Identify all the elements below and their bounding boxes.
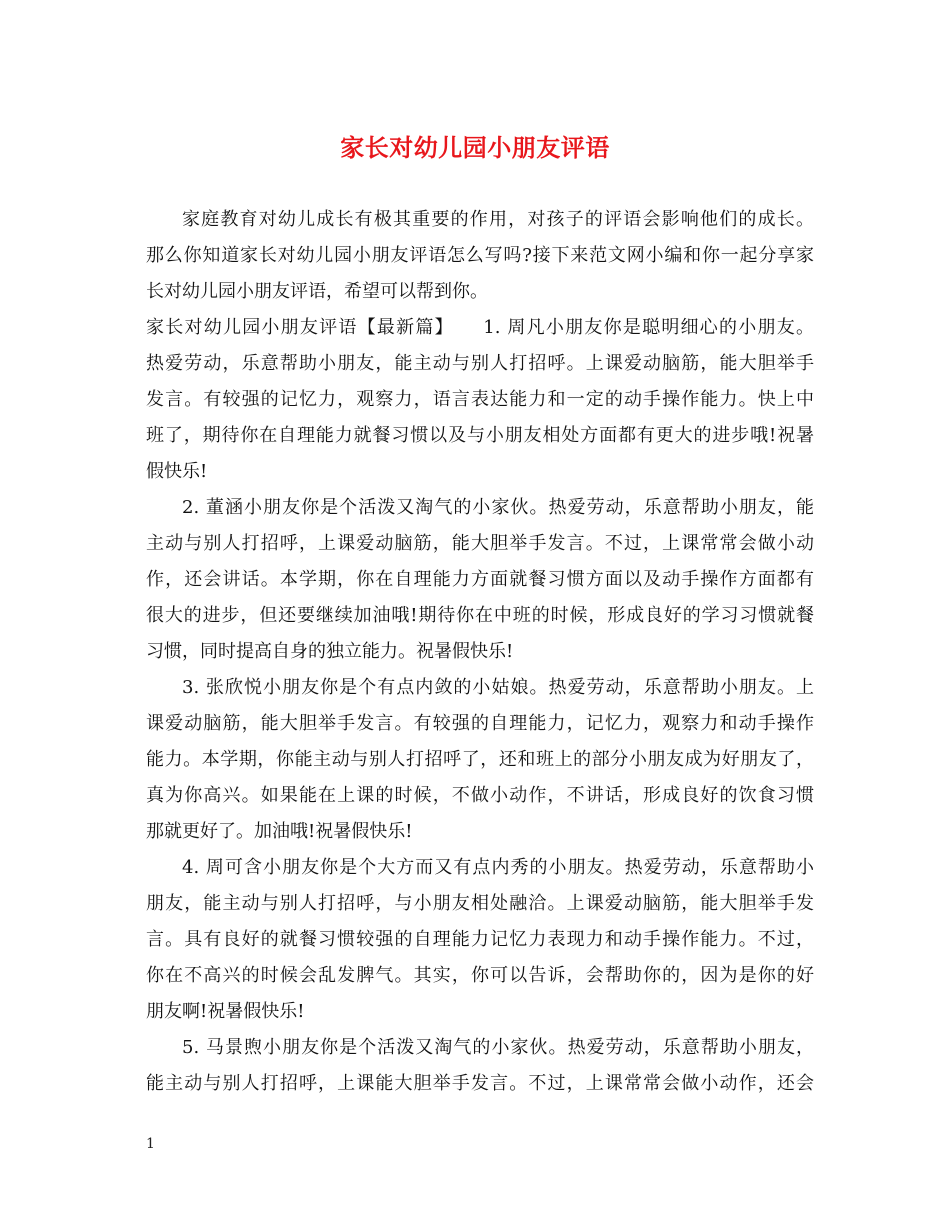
paragraph-line: 2. 董涵小朋友你是个活泼又淘气的小家伙。热爱劳动，乐意帮助小朋友，能 xyxy=(182,497,814,518)
paragraph-line: 家长对幼儿园小朋友评语【最新篇】 1. 周凡小朋友你是聪明细心的小朋友。 xyxy=(146,317,814,338)
paragraph-line: 真为你高兴。如果能在上课的时候，不做小动作，不讲话，形成良好的饮食习惯 xyxy=(146,785,814,806)
paragraph-line: 作，还会讲话。本学期，你在自理能力方面就餐习惯方面以及动手操作方面都有 xyxy=(146,569,814,590)
paragraph-line: 5. 马景煦小朋友你是个活泼又淘气的小家伙。热爱劳动，乐意帮助小朋友， xyxy=(182,1037,814,1058)
paragraph-line: 热爱劳动，乐意帮助小朋友，能主动与别人打招呼。上课爱动脑筋，能大胆举手 xyxy=(146,353,814,374)
paragraph-line: 主动与别人打招呼，上课爱动脑筋，能大胆举手发言。不过，上课常常会做小动 xyxy=(146,533,814,554)
paragraph-line: 家庭教育对幼儿成长有极其重要的作用，对孩子的评语会影响他们的成长。 xyxy=(182,209,814,230)
paragraph-line: 言。具有良好的就餐习惯较强的自理能力记忆力表现力和动手操作能力。不过， xyxy=(146,929,814,950)
page-number: 1 xyxy=(146,1136,155,1152)
paragraph-line: 课爱动脑筋，能大胆举手发言。有较强的自理能力，记忆力，观察力和动手操作 xyxy=(146,713,814,734)
paragraph-line: 那就更好了。加油哦!祝暑假快乐! xyxy=(146,821,413,842)
document-body xyxy=(146,202,814,1102)
paragraph-line: 3. 张欣悦小朋友你是个有点内敛的小姑娘。热爱劳动，乐意帮助小朋友。上 xyxy=(182,677,814,698)
paragraph-line: 习惯，同时提高自身的独立能力。祝暑假快乐! xyxy=(146,641,514,662)
paragraph-line: 4. 周可含小朋友你是个大方而又有点内秀的小朋友。热爱劳动，乐意帮助小 xyxy=(182,857,814,878)
paragraph-line: 能力。本学期，你能主动与别人打招呼了，还和班上的部分小朋友成为好朋友了， xyxy=(146,749,814,770)
paragraph-line: 发言。有较强的记忆力，观察力，语言表达能力和一定的动手操作能力。快上中 xyxy=(146,389,814,410)
paragraph-line: 你在不高兴的时候会乱发脾气。其实，你可以告诉，会帮助你的，因为是你的好 xyxy=(146,965,814,986)
paragraph-line: 假快乐! xyxy=(146,461,208,482)
document-title: 家长对幼儿园小朋友评语 xyxy=(340,133,610,162)
paragraph-line: 班了，期待你在自理能力就餐习惯以及与小朋友相处方面都有更大的进步哦!祝暑 xyxy=(146,425,814,446)
paragraph-line: 能主动与别人打招呼，上课能大胆举手发言。不过，上课常常会做小动作，还会 xyxy=(146,1073,814,1094)
paragraph-line: 朋友啊!祝暑假快乐! xyxy=(146,1001,305,1022)
paragraph-line: 长对幼儿园小朋友评语，希望可以帮到你。 xyxy=(146,281,488,302)
paragraph-line: 很大的进步，但还要继续加油哦!期待你在中班的时候，形成良好的学习习惯就餐 xyxy=(146,605,814,626)
paragraph-line: 朋友，能主动与别人打招呼，与小朋友相处融洽。上课爱动脑筋，能大胆举手发 xyxy=(146,893,814,914)
paragraph-line: 那么你知道家长对幼儿园小朋友评语怎么写吗?接下来范文网小编和你一起分享家 xyxy=(146,245,814,266)
